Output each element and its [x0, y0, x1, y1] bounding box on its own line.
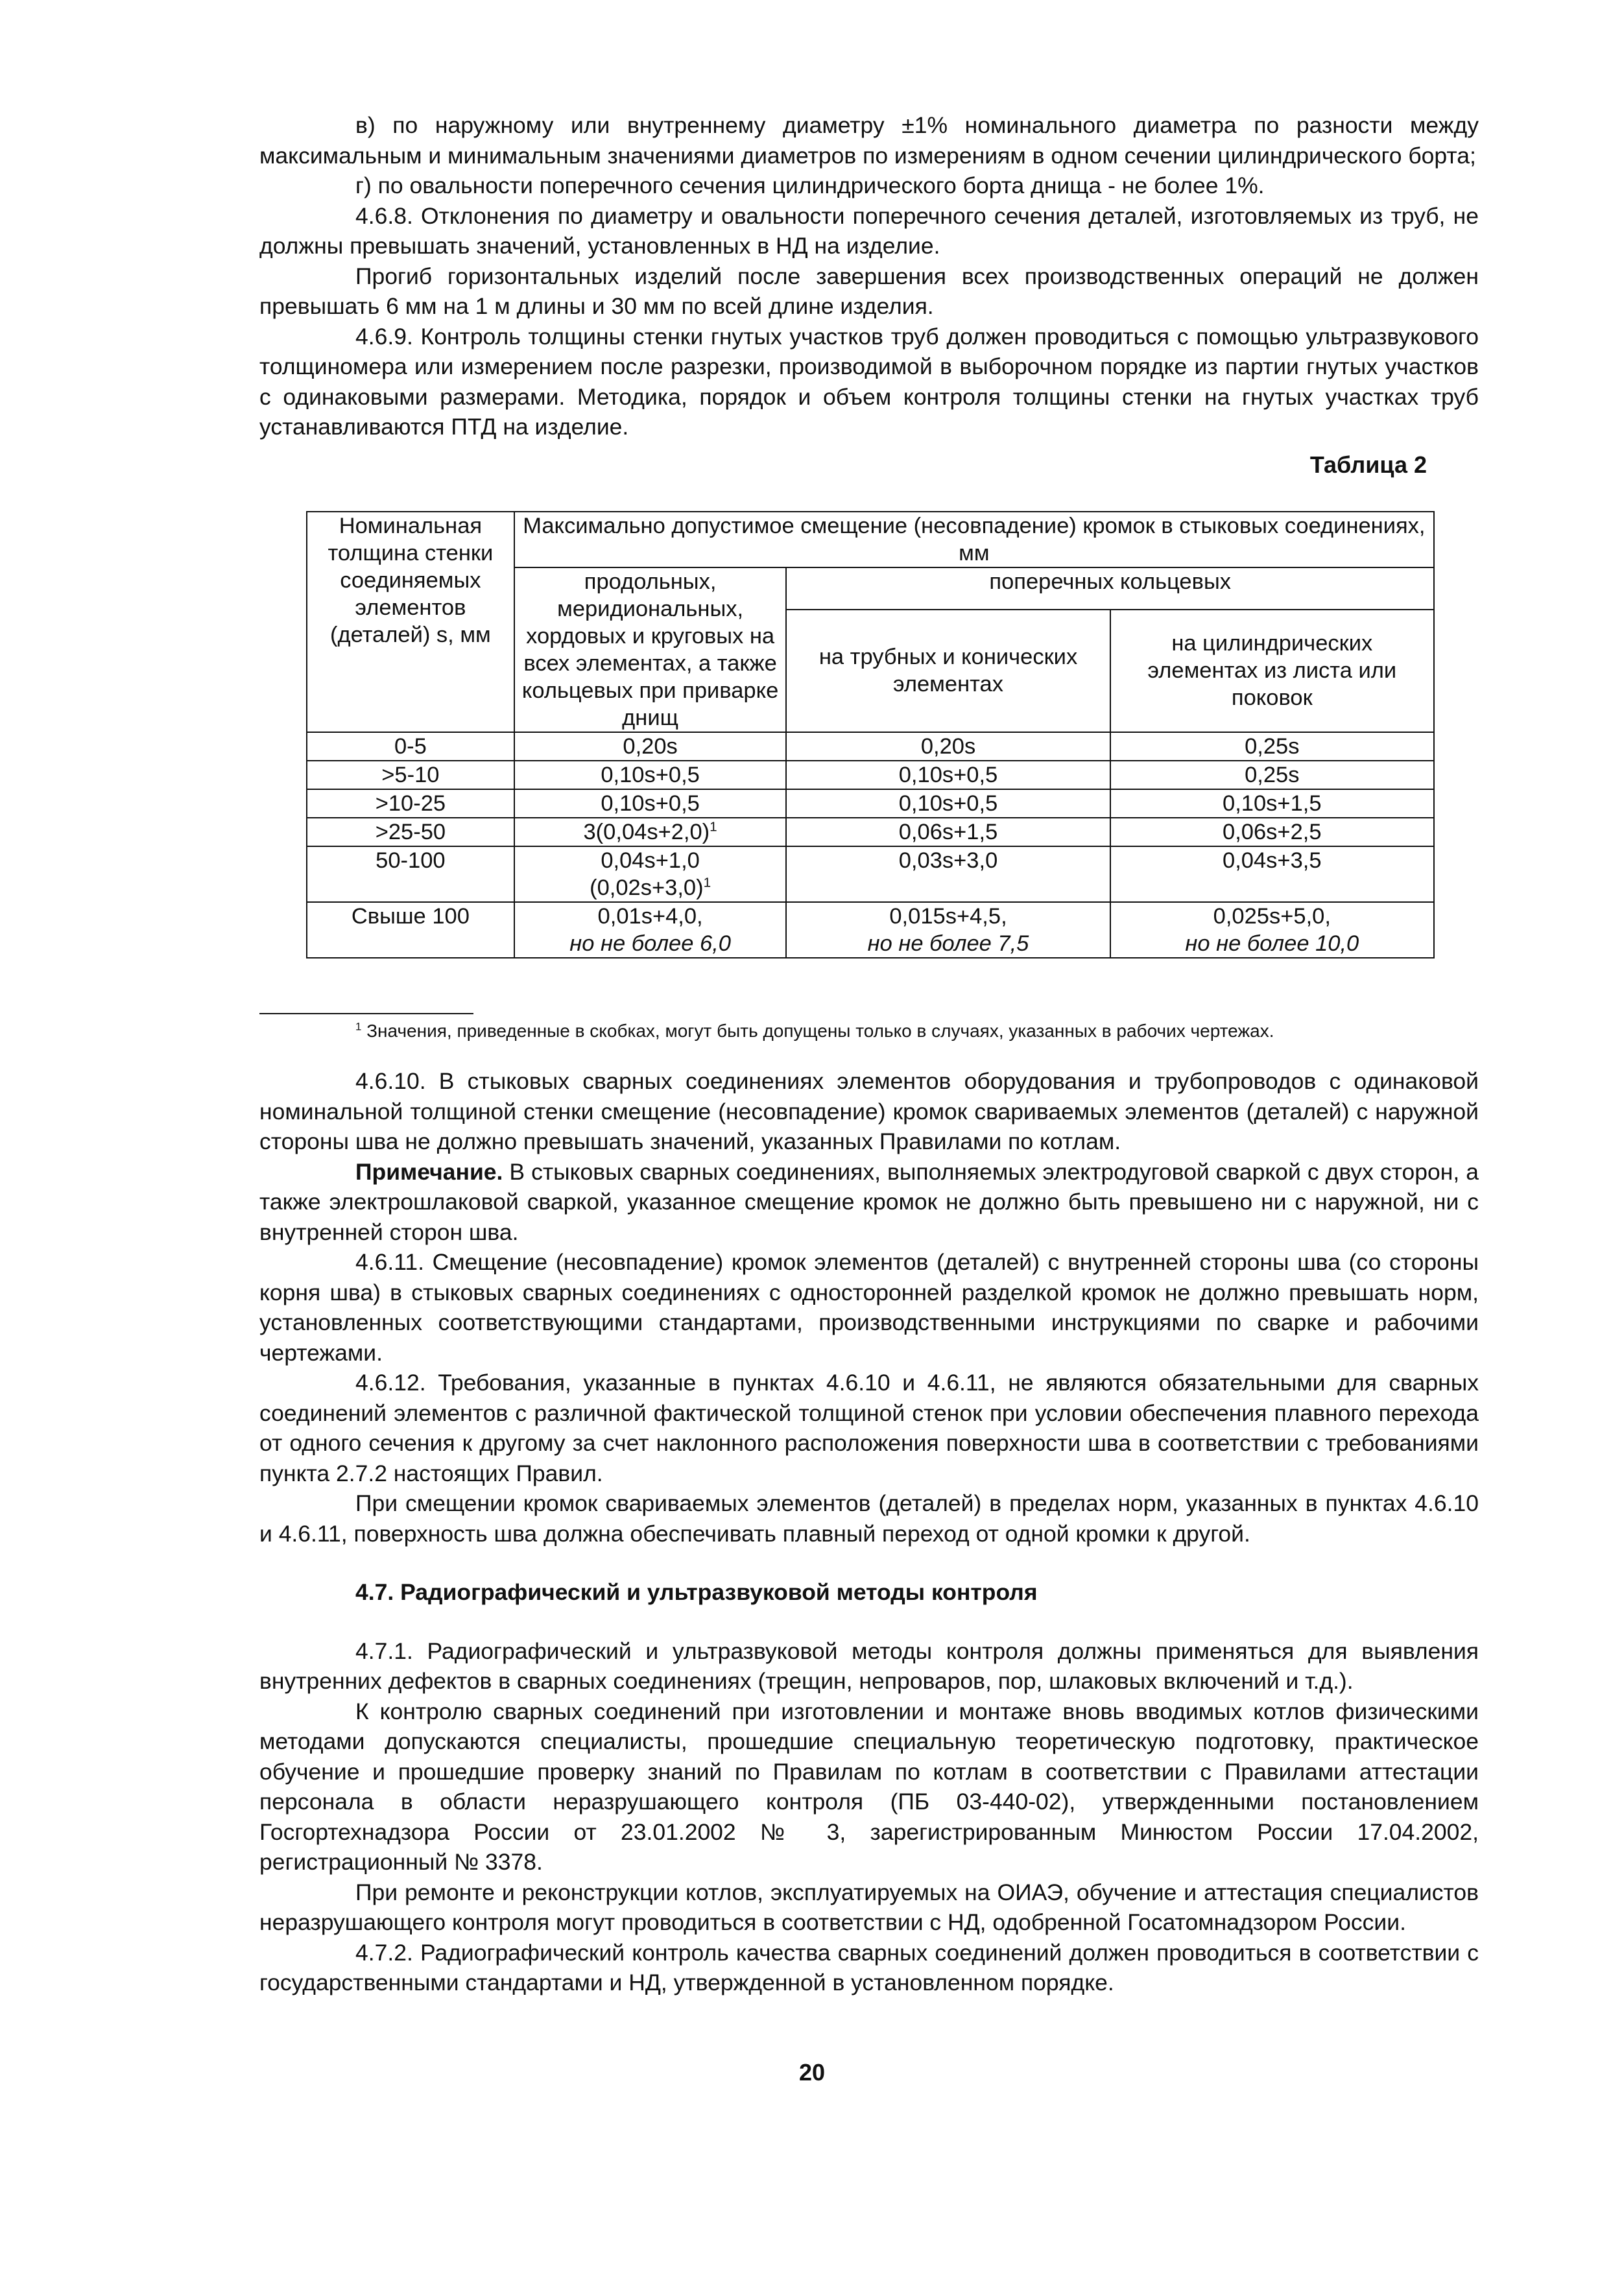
paragraph-personnel: К контролю сварных соединений при изготовлении и монтаже вновь вводимых котлов физическими методами допускаются специалисты, прошедшие специальную теоретическую подготовку, практическое обучение и прошедшие проверку знаний по Правилам по котлам в соответствии с Правилами аттестации персонала в области неразрушающего контроля (ПБ 03-440-02), утвержденными постановлением Госгортехнадзора России от 23.01.2002 № 3, зарегистрированным Минюстом России 17.04.2002, регистрационный № 3378. [259, 1698, 1479, 1875]
cell-thickness: >5-10 [307, 761, 514, 789]
cell-thickness: >25-50 [307, 818, 514, 846]
header-wall-thickness: Номинальная толщина стенки соединяемых элементов (деталей) s, мм [307, 512, 514, 732]
footnote-mark: 1 [355, 1020, 362, 1033]
paragraph-4-7-1: 4.7.1. Радиографический и ультразвуковой методы контроля должны применяться для выявления внутренних дефектов в сварных соединениях (трещин, непроваров, пор, шлаковых включений и т.д.). [259, 1637, 1479, 1694]
cell-thickness: >10-25 [307, 789, 514, 818]
paragraph-diameter-tolerance: в) по наружному или внутреннему диаметру ±1% номинального диаметра по разности между максимальным и минимальным значениями диаметров по измерениям в одном сечении цилиндрического борта; [259, 112, 1479, 169]
paragraph-repair: При ремонте и реконструкции котлов, эксплуатируемых на ОИАЭ, обучение и аттестация специалистов неразрушающего контроля могут проводиться в соответствии с НД, одобренной Госатомнадзором России. [259, 1879, 1479, 1935]
paragraph-deflection: Прогиб горизонтальных изделий после завершения всех производственных операций не должен превышать 6 мм на 1 м длины и 30 мм по всей длине изделия. [259, 263, 1479, 319]
footnote-text: Значения, приведенные в скобках, могут быть допущены только в случаях, указанных в рабочих чертежах. [366, 1021, 1274, 1041]
cell-thickness: 0-5 [307, 732, 514, 761]
page-number: 20 [798, 2059, 826, 2086]
paragraph-smooth-transition: При смещении кромок свариваемых элементов (деталей) в пределах норм, указанных в пунктах 4.6.10 и 4.6.11, поверхность шва должна обеспечивать плавный переход от одной кромки к другой. [259, 1490, 1479, 1547]
footnote-rule [259, 1013, 473, 1014]
cell-pipe-conical: 0,10s+0,5 [786, 789, 1110, 818]
table-caption: Таблица 2 [1309, 451, 1427, 478]
paragraph-4-7-2: 4.7.2. Радиографический контроль качества сварных соединений должен проводиться в соответствии с государственными стандартами и НД, утвержденной в установленном порядке. [259, 1939, 1479, 1995]
cell-longitudinal: 0,01s+4,0, но не более 6,0 [514, 902, 787, 958]
document-page [259, 110, 1479, 1998]
paragraph-4-6-12: 4.6.12. Требования, указанные в пунктах 4.6.10 и 4.6.11, не являются обязательными для сварных соединений элементов с различной фактической толщиной стенок при условии обеспечения плавного перехода от одного сечения к другому за счет наклонного расположения поверхности шва в соответствии с требованиями пункта 2.7.2 настоящих Правил. [259, 1370, 1479, 1486]
cell-longitudinal: 0,20s [514, 732, 787, 761]
cell-cylindrical: 0,04s+3,5 [1110, 846, 1434, 902]
header-cylindrical-sheet: на цилиндрических элементах из листа или поковок [1110, 610, 1434, 732]
header-max-offset: Максимально допустимое смещение (несовпадение) кромок в стыковых соединениях, мм [514, 512, 1434, 567]
cell-thickness: Свыше 100 [307, 902, 514, 958]
table-row [307, 818, 1434, 846]
cell-cylindrical: 0,025s+5,0, но не более 10,0 [1110, 902, 1434, 958]
cell-longitudinal: 0,10s+0,5 [514, 789, 787, 818]
header-pipe-conical: на трубных и конических элементах [786, 610, 1110, 732]
header-longitudinal: продольных, меридиональных, хордовых и круговых на всех элементах, а также кольцевых при приварке днищ [514, 567, 787, 732]
note-label: Примечание. [355, 1158, 503, 1185]
table-row [307, 846, 1434, 902]
cell-longitudinal: 0,10s+0,5 [514, 761, 787, 789]
cell-pipe-conical: 0,20s [786, 732, 1110, 761]
header-transverse-circular: поперечных кольцевых [786, 567, 1434, 610]
footnote [259, 1018, 1479, 1044]
cell-cylindrical: 0,06s+2,5 [1110, 818, 1434, 846]
cell-cylindrical: 0,10s+1,5 [1110, 789, 1434, 818]
table-row [307, 761, 1434, 789]
table-row [307, 789, 1434, 818]
edge-offset-table [306, 511, 1435, 958]
cell-pipe-conical: 0,03s+3,0 [786, 846, 1110, 902]
paragraph-note: Примечание. В стыковых сварных соединениях, выполняемых электродуговой сваркой с двух сторон, а также электрошлаковой сваркой, указанное смещение кромок не должно быть превышено ни с наружной, ни с внутренней сторон шва. [259, 1158, 1479, 1245]
section-title-4-7: 4.7. Радиографический и ультразвуковой методы контроля [355, 1579, 1038, 1605]
paragraph-4-6-9: 4.6.9. Контроль толщины стенки гнутых участков труб должен проводиться с помощью ультразвукового толщиномера или измерением после разрезки, производимой в выборочном порядке из партии гнутых участков с одинаковыми размерами. Методика, порядок и объем контроля толщины стенки на гнутых участках труб устанавливаются ПТД на изделие. [259, 323, 1479, 440]
cell-longitudinal: $3(0,04s+2,0)^1$ [514, 818, 787, 846]
paragraph-ovality: г) по овальности поперечного сечения цилиндрического борта днища - не более 1%. [355, 173, 1265, 198]
cell-pipe-conical: 0,10s+0,5 [786, 761, 1110, 789]
cell-longitudinal: 0,04s+1,0 $(0,02s+3,0)^1$ [514, 846, 787, 902]
cell-pipe-conical: 0,015s+4,5, но не более 7,5 [786, 902, 1110, 958]
table-row [307, 732, 1434, 761]
cell-cylindrical: 0,25s [1110, 761, 1434, 789]
cell-cylindrical: 0,25s [1110, 732, 1434, 761]
paragraph-4-6-10: 4.6.10. В стыковых сварных соединениях элементов оборудования и трубопроводов с одинаковой номинальной толщиной стенки смещение (несовпадение) кромок свариваемых элементов (деталей) с наружной стороны шва не должно превышать значений, указанных Правилами по котлам. [259, 1068, 1479, 1154]
paragraph-4-6-11: 4.6.11. Смещение (несовпадение) кромок элементов (деталей) с внутренней стороны шва (со стороны корня шва) в стыковых сварных соединениях с односторонней разделкой кромок не должно превышать норм, установленных соответствующими стандартами, производственными инструкциями по сварке и рабочими чертежами. [259, 1249, 1479, 1366]
cell-thickness: 50-100 [307, 846, 514, 902]
paragraph-4-6-8: 4.6.8. Отклонения по диаметру и овальности поперечного сечения деталей, изготовляемых из труб, не должны превышать значений, установленных в НД на изделие. [259, 202, 1479, 259]
cell-pipe-conical: 0,06s+1,5 [786, 818, 1110, 846]
table-row [307, 902, 1434, 958]
